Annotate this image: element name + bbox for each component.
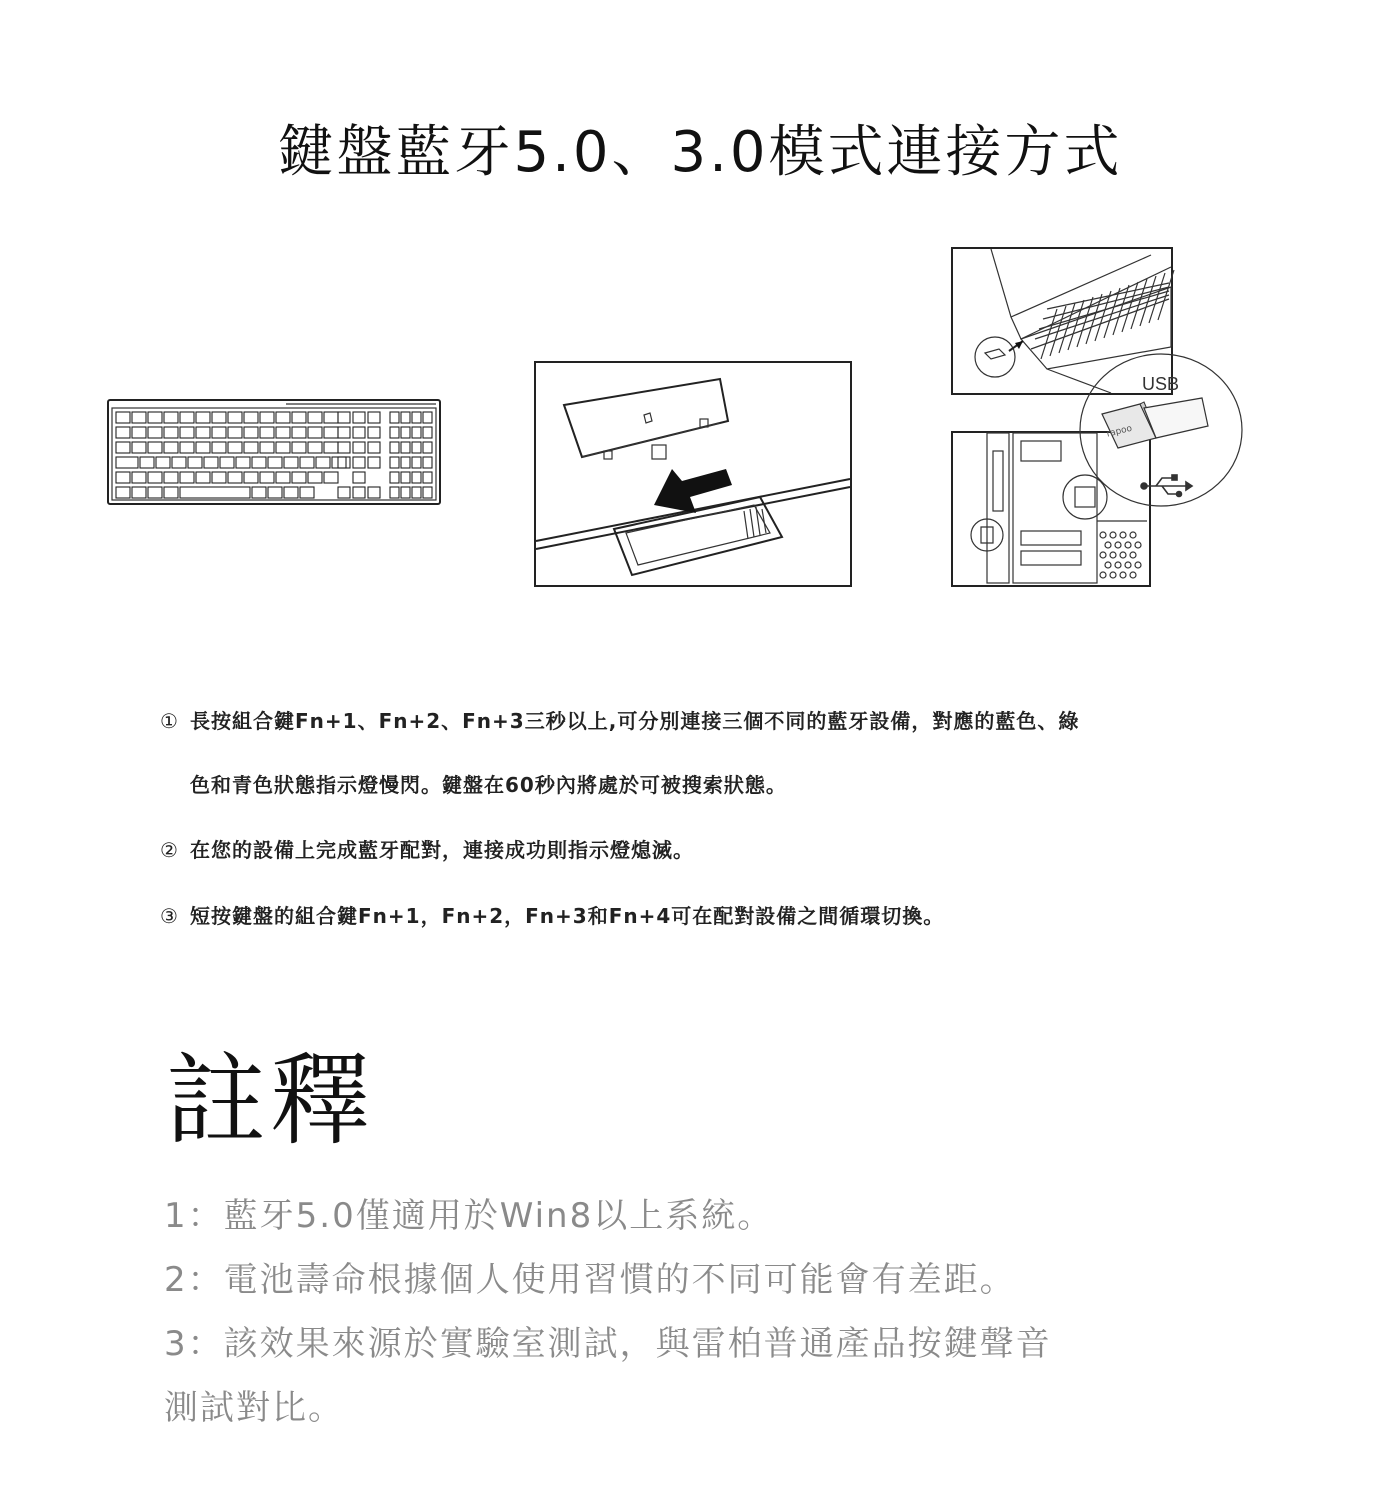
step-1-continued bbox=[160, 769, 787, 798]
usb-receiver-callout bbox=[1078, 352, 1246, 512]
note-2: 2：電池壽命根據個人使用習慣的不同可能會有差距。 bbox=[164, 1260, 1016, 1300]
step-3-number: ③ bbox=[160, 904, 179, 928]
keyboard-illustration bbox=[106, 398, 442, 506]
page-title: 鍵盤藍牙5.0、3.0模式連接方式 bbox=[277, 120, 1123, 185]
step-1-number: ① bbox=[160, 709, 179, 733]
step-2 bbox=[160, 834, 694, 863]
step-1-continued-text: 色和青色狀態指示燈慢閃。鍵盤在60秒內將處於可被搜索狀態。 bbox=[190, 773, 787, 797]
usb-label: USB bbox=[1142, 374, 1180, 394]
notes-title: 註釋 bbox=[166, 1042, 374, 1159]
step-3-text: 短按鍵盤的組合鍵Fn+1，Fn+2，Fn+3和Fn+4可在配對設備之間循環切換。 bbox=[190, 904, 945, 928]
step-2-text: 在您的設備上完成藍牙配對，連接成功則指示燈熄滅。 bbox=[190, 838, 694, 862]
note-3-continued: 測試對比。 bbox=[164, 1388, 344, 1428]
step-1-text: 長按組合鍵Fn+1、Fn+2、Fn+3三秒以上,可分別連接三個不同的藍牙設備，對應的藍色、綠 bbox=[190, 709, 1080, 733]
step-1 bbox=[160, 705, 1079, 734]
step-3 bbox=[160, 900, 944, 929]
note-1: 1：藍牙5.0僅適用於Win8以上系統。 bbox=[164, 1196, 774, 1236]
step-2-number: ② bbox=[160, 838, 179, 862]
battery-compartment-illustration bbox=[534, 361, 852, 587]
usb-trident-icon bbox=[1141, 475, 1192, 497]
usb-receiver-icon bbox=[1102, 398, 1208, 448]
svg-text:rapoo: rapoo bbox=[1105, 423, 1134, 440]
note-3: 3：該效果來源於實驗室測試，與雷柏普通產品按鍵聲音 bbox=[164, 1324, 1052, 1364]
